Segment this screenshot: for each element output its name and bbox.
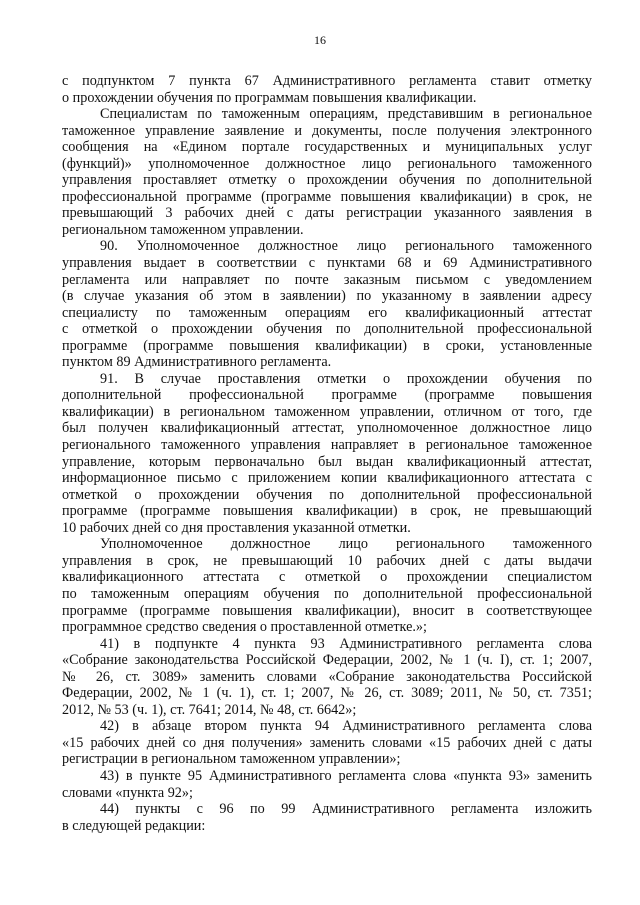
text-line: управление, которым первоначально был выдан квалификационный аттестат, [62, 453, 592, 470]
text-line: Специалистам по таможенным операциям, представившим в региональное [100, 106, 592, 123]
text-line: (в случае указания об этом в заявлении) по указанному в заявлении адресу [62, 288, 592, 305]
text-line: 91. В случае проставления отметки о прохождении обучения по [100, 370, 592, 387]
text-line: 90. Уполномоченное должностное лицо регионального таможенного [100, 238, 592, 255]
text-line: региональном таможенном управлении. [62, 221, 304, 238]
text-line: 41) в подпункте 4 пункта 93 Административного регламента слова [100, 635, 592, 652]
text-line: профессиональной программе (программе повышения квалификации) в срок, не [62, 188, 592, 205]
text-line: 42) в абзаце втором пункта 94 Административного регламента слова [100, 718, 592, 735]
text-line: словами «пункта 92»; [62, 784, 193, 801]
text-line: программное средство сведения о проставленной отметке.»; [62, 619, 427, 636]
text-line: с подпунктом 7 пункта 67 Административного регламента ставит отметку [62, 73, 592, 89]
text-line: регионального таможенного управления направляет в региональное таможенное [62, 437, 592, 454]
text-line: Уполномоченное должностное лицо регионального таможенного [100, 536, 592, 553]
text-line: в следующей редакции: [62, 817, 206, 834]
text-line: «Собрание законодательства Российской Федерации, 2002, № 1 (ч. I), ст. 1; 2007, [62, 652, 592, 669]
text-line: информационное письмо с приложением копии квалификационного аттестата с [62, 470, 592, 487]
body-text [62, 73, 592, 834]
text-line: по таможенным операциям обучения по дополнительной профессиональной [62, 585, 592, 602]
text-line: регламента или направляет по почте заказным письмом с уведомлением [62, 271, 592, 288]
text-line: программе (программе повышения квалификации) в срок, не превышающий [62, 503, 592, 520]
text-line: управления в срок, не превышающий 10 рабочих дней с даты выдачи [62, 552, 592, 569]
text-line: управления выдает в соответствии с пунктами 68 и 69 Административного [62, 255, 592, 272]
text-line: Федерации, 2002, № 1 (ч. 1), ст. 1; 2007, № 26, ст. 3089; 2011, № 50, ст. 7351; [62, 685, 592, 702]
text-line: управления проставляет отметку о прохождении обучения по дополнительной [62, 172, 592, 189]
text-line: программе (программе повышения квалификации) в сроки, установленные [62, 337, 592, 354]
text-line: программе (программе повышения квалификации), вносит в соответствующее [62, 602, 592, 619]
text-line: квалификационного аттестата с отметкой о прохождении специалистом [62, 569, 592, 586]
text-line: пунктом 89 Административного регламента. [62, 354, 332, 371]
text-line: сообщения на «Едином портале государственных и муниципальных услуг [62, 139, 592, 156]
text-line: с отметкой о прохождении обучения по дополнительной профессиональной [62, 321, 592, 338]
text-line: был получен квалификационный аттестат, уполномоченное должностное лицо [62, 420, 592, 437]
text-line: 43) в пункте 95 Административного регламента слова «пункта 93» заменить [100, 767, 592, 784]
text-line: регистрации в региональном таможенном управлении»; [62, 751, 401, 768]
text-line: о прохождении обучения по программам повышения квалификации. [62, 89, 477, 106]
text-line: специалисту по таможенным операциям его квалификационный аттестат [62, 304, 592, 321]
text-line: № 26, ст. 3089» заменить словами «Собрание законодательства Российской [62, 668, 592, 685]
page-number: 16 [314, 33, 326, 47]
text-line: таможенное управление заявление и документы, после получения электронного [62, 122, 592, 139]
text-line: дополнительной профессиональной программе (программе повышения [62, 387, 592, 404]
text-line: отметкой о прохождении обучения по дополнительной профессиональной [62, 486, 592, 503]
text-line: 2012, № 53 (ч. 1), ст. 7641; 2014, № 48, ст. 6642»; [62, 701, 357, 718]
text-line: превышающий 3 рабочих дней с даты регистрации указанного заявления в [62, 205, 592, 222]
text-line: 10 рабочих дней со дня проставления указанной отметки. [62, 519, 411, 536]
text-line: (функций)» уполномоченное должностное лицо регионального таможенного [62, 155, 592, 172]
text-line: «15 рабочих дней со дня получения» заменить словами «15 рабочих дней с даты [62, 734, 592, 751]
text-line: квалификации) в региональном таможенном управлении, отличном от того, где [62, 403, 592, 420]
text-line: 44) пункты с 96 по 99 Административного регламента изложить [100, 801, 592, 818]
